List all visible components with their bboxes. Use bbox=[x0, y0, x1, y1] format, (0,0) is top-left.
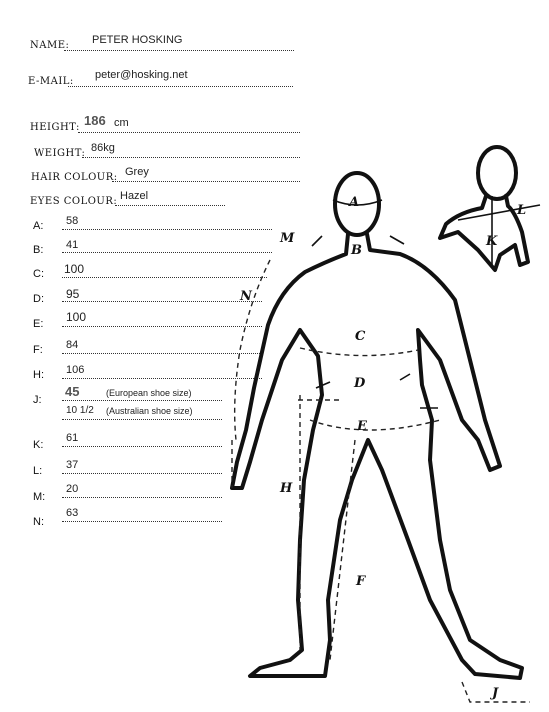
measurement-arrows bbox=[312, 196, 540, 408]
weight-label: WEIGHT: bbox=[34, 148, 86, 159]
measure-d-value: 95 bbox=[66, 287, 80, 301]
eyes-colour-value: Hazel bbox=[120, 190, 149, 202]
weight-value: 86kg bbox=[91, 142, 115, 154]
measure-f-label: F: bbox=[33, 344, 43, 356]
measure-h-value: 106 bbox=[66, 364, 85, 376]
marker-m: M bbox=[280, 231, 295, 246]
marker-k: K bbox=[486, 234, 498, 249]
measure-l-value: 37 bbox=[66, 459, 79, 471]
measure-e-label: E: bbox=[33, 318, 44, 330]
measure-l-label: L: bbox=[33, 465, 43, 477]
marker-c: C bbox=[355, 329, 366, 344]
measure-b-value: 41 bbox=[66, 239, 79, 251]
name-label: NAME: bbox=[30, 40, 70, 51]
measure-c-value: 100 bbox=[64, 262, 85, 276]
measure-a-label: A: bbox=[33, 220, 44, 232]
measure-n-value: 63 bbox=[66, 507, 79, 519]
measure-m-value: 20 bbox=[66, 483, 79, 495]
body-outline bbox=[232, 147, 528, 678]
email-label: E-MAIL: bbox=[28, 76, 74, 87]
marker-d: D bbox=[354, 376, 366, 391]
measure-j-label: J: bbox=[33, 394, 42, 406]
measure-h-label: H: bbox=[33, 369, 44, 381]
name-value: PETER HOSKING bbox=[92, 34, 183, 46]
height-value: 186 bbox=[84, 113, 106, 128]
marker-a: A bbox=[349, 195, 360, 210]
measure-d-label: D: bbox=[33, 293, 44, 305]
marker-l: L bbox=[517, 203, 527, 218]
email-value: peter@hosking.net bbox=[95, 69, 188, 81]
marker-b: B bbox=[351, 243, 362, 258]
eyes-colour-label: EYES COLOUR: bbox=[30, 196, 118, 207]
marker-f: F bbox=[356, 574, 366, 589]
measure-j-note2: (Australian shoe size) bbox=[106, 406, 193, 416]
measure-e-value: 100 bbox=[66, 310, 87, 324]
measure-j-value: 45 bbox=[65, 384, 80, 399]
marker-e: E bbox=[357, 419, 367, 434]
measure-a-value: 58 bbox=[66, 215, 79, 227]
measure-j-value2: 10 1/2 bbox=[66, 405, 94, 416]
measure-k-value: 61 bbox=[66, 432, 79, 444]
marker-h: H bbox=[280, 481, 293, 496]
measure-f-value: 84 bbox=[66, 339, 79, 351]
measure-k-label: K: bbox=[33, 439, 44, 451]
hair-colour-label: HAIR COLOUR: bbox=[31, 172, 118, 183]
measure-m-label: M: bbox=[33, 491, 46, 503]
measurement-guides bbox=[232, 260, 530, 702]
height-unit: cm bbox=[114, 117, 129, 129]
measure-c-label: C: bbox=[33, 268, 44, 280]
measure-b-label: B: bbox=[33, 244, 44, 256]
marker-j: J bbox=[492, 686, 499, 701]
marker-n: N bbox=[240, 289, 252, 304]
height-label: HEIGHT: bbox=[30, 122, 80, 133]
measure-n-label: N: bbox=[33, 516, 44, 528]
measure-j-note: (European shoe size) bbox=[106, 388, 192, 398]
hair-colour-value: Grey bbox=[125, 166, 149, 178]
